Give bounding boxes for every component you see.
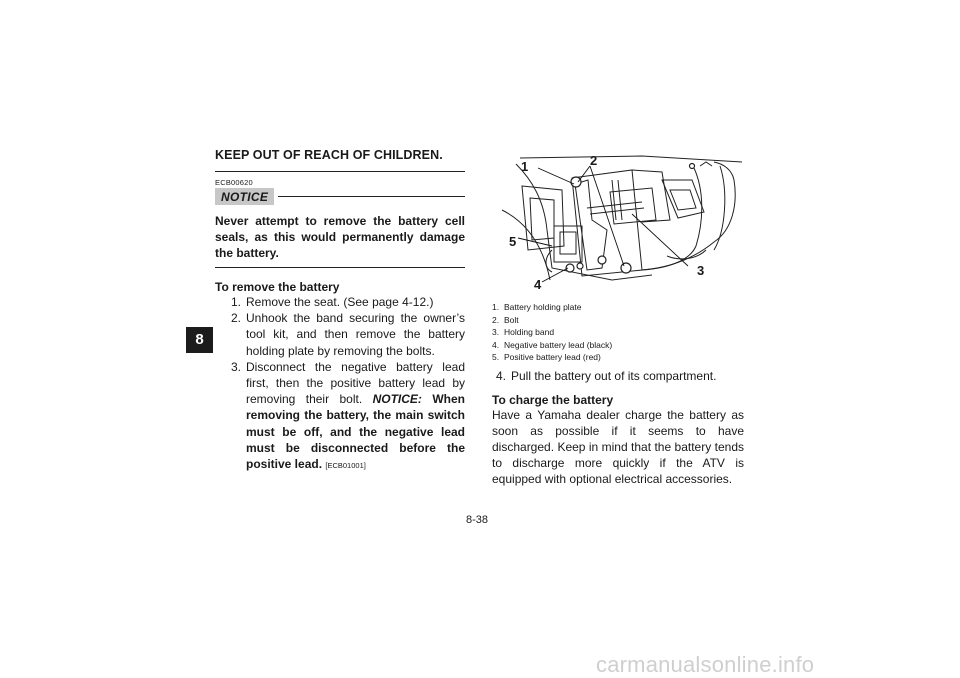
notice-badge: NOTICE [215,188,274,205]
bolt-icon [571,177,581,187]
notice-code: ECB00620 [215,178,253,187]
divider [215,171,465,172]
step-number: 1. [230,295,241,309]
callout-5: 5 [509,234,517,249]
inline-notice-text: When removing the battery, the main switch must be off, and the negative lead must be disconnected before the positive lead. [246,392,465,472]
watermark-text: carmanualsonline.info [596,652,815,677]
legend-number: 5. [492,352,500,362]
step-item [215,310,465,359]
step-text [246,359,465,474]
legend-text: Holding band [504,327,555,337]
step-item [215,359,465,474]
step-item [492,368,744,384]
battery-illustration [492,150,744,295]
legend-text: Negative battery lead (black) [504,339,613,350]
legend-text: Bolt [504,314,519,325]
legend-item [492,301,744,314]
divider [215,267,465,268]
step-text: Unhook the band securing the owner’s tool kit, and then remove the battery holding plate by removing the bolts. [246,311,465,358]
right-column [492,150,744,487]
legend-number: 3. [492,327,500,337]
callout-4: 4 [534,277,542,292]
step-text: Remove the seat. (See page 4-12.) [246,295,434,309]
step-number: 4. [495,368,506,383]
bolt-icon [621,263,631,273]
notice-header [215,188,465,205]
figure-legend [492,301,744,364]
battery-diagram [492,150,744,295]
notice-text: Never attempt to remove the battery cell seals, as this would permanently damage the battery. [215,214,465,260]
chapter-tab: 8 [186,327,213,353]
leader-line [518,238,552,246]
legend-item [492,314,744,327]
legend-text: Positive battery lead (red) [504,352,601,362]
leader-line [542,268,568,282]
notice-code: [ECB01001] [325,461,366,471]
remove-battery-title: To remove the battery [215,280,340,294]
legend-item [492,326,744,339]
bolt-icon [598,256,606,264]
step-number: 3. [230,359,241,374]
bolt-icon [577,263,583,269]
callout-2: 2 [590,153,598,168]
callout-3: 3 [697,263,705,278]
legend-number: 1. [492,302,500,312]
leader-line [538,168,574,184]
step-text-body: Disconnect the negative battery lead first, then the positive battery lead by removing their bolt. [246,359,465,407]
inline-notice-label: NOTICE: [372,392,422,407]
warning-heading: KEEP OUT OF REACH OF CHILDREN. [215,148,443,162]
leader-line [590,166,624,266]
left-column [215,148,465,474]
legend-item [492,351,744,364]
legend-number: 4. [492,339,500,350]
step-number: 2. [230,311,241,326]
divider [278,196,465,197]
page-number: 8-38 [466,514,489,526]
legend-number: 2. [492,314,500,325]
step-text: Pull the battery out of its compartment. [511,368,717,383]
bolt-icon [690,164,695,169]
step-item [215,294,465,310]
callout-1: 1 [521,159,529,174]
legend-item [492,339,744,352]
charge-battery-text: Have a Yamaha dealer charge the battery as soon as possible if it seems to have discharged. Keep in mind that the battery tends to discharge more quickly if the ATV is equipped with optional electrical accessories. [492,407,744,486]
legend-text: Battery holding plate [504,302,582,312]
charge-battery-title: To charge the battery [492,392,614,407]
